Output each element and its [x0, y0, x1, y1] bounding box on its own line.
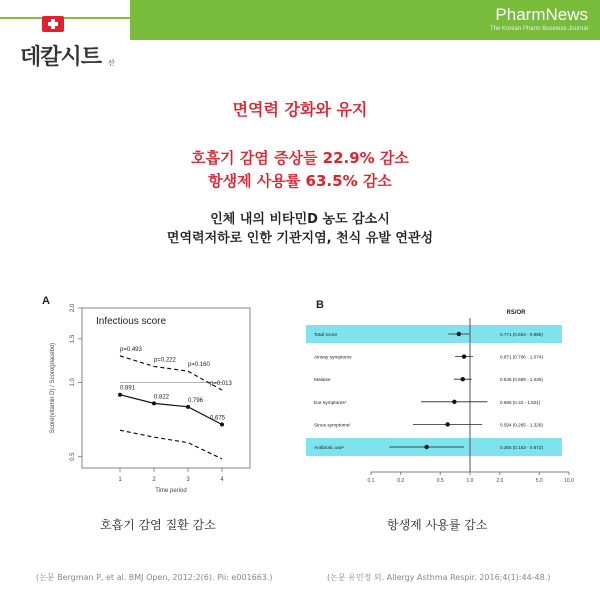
data-label-a: 0.822: [154, 394, 170, 401]
x-tick-label-a: 4: [220, 477, 224, 483]
infectious-score-chart: [38, 292, 258, 494]
row-value: 0.871 (0.706 - 1.074): [500, 354, 543, 360]
x-tick-label-b: 0.2: [397, 478, 405, 484]
x-tick-label-a: 1: [118, 477, 122, 483]
estimate-point: [461, 377, 465, 381]
brand-tagline: The Korean Pharm Business Journal: [489, 26, 588, 32]
row-label: Malaise: [314, 378, 331, 384]
chart-panel-b: [304, 292, 574, 488]
row-label: Total score: [314, 333, 338, 338]
citation-b: (논문 유민정 외. Allergy Asthma Respir. 2016;4(1):44-48.): [327, 573, 551, 582]
data-label-a: 0.891: [120, 385, 136, 392]
x-tick-label-b: 0.5: [436, 478, 444, 484]
chart-title-a: Infectious score: [96, 316, 167, 327]
panel-label-a: A: [42, 295, 50, 307]
data-label-a: 0.796: [188, 397, 204, 404]
row-value: 0.695 (0.32 - 1.501): [500, 399, 541, 405]
caption-a: 호흡기 감염 질환 감소: [100, 518, 216, 532]
logo-text: 데칼시트: [20, 45, 102, 70]
citation-a: (논문 Bergman P, et al. BMJ Open, 2012;2(6). Pii: e001663.): [36, 573, 273, 582]
y-tick-label-a: 1.5: [70, 334, 76, 344]
row-label: Sinus symptoms¹: [314, 423, 351, 429]
data-point-a: [220, 423, 224, 427]
data-point-a: [152, 401, 156, 405]
row-value: 0.365 (0.153 - 0.872): [500, 445, 543, 450]
row-label: Ear symptoms¹: [314, 400, 347, 406]
brand-name: PharmNews: [495, 5, 588, 24]
stat-antibiotic: 항생제 사용률 63.5% 감소: [208, 172, 392, 190]
series-line-a: [120, 430, 222, 459]
logo-sub: 산: [108, 59, 115, 67]
estimate-point: [424, 445, 428, 449]
row-value: 0.594 (0.265 - 1.328): [500, 422, 543, 428]
estimate-point: [462, 354, 466, 358]
x-tick-label-b: 10.0: [564, 478, 574, 484]
headline: 면역력 강화와 유지: [232, 100, 368, 119]
panel-label-b: B: [316, 299, 324, 311]
row-label: Antibiotic use¹: [314, 446, 345, 451]
data-point-a: [186, 405, 190, 409]
data-label-a: p=0.222: [154, 357, 176, 364]
swiss-flag-icon: [42, 16, 64, 32]
description-line-1: 인체 내의 비타민D 농도 감소시: [210, 212, 390, 227]
x-axis-label-a: Time period: [155, 488, 187, 494]
plot-frame-a: [82, 308, 250, 468]
brand-header[interactable]: [130, 0, 600, 40]
estimate-point: [445, 422, 449, 426]
estimate-point: [452, 400, 456, 404]
estimate-point: [457, 332, 461, 336]
series-line-a: [120, 395, 222, 425]
x-tick-label-b: 2.0: [496, 478, 504, 484]
data-label-a: p=0.013: [210, 381, 232, 388]
column-header-b: RS/OR: [506, 310, 526, 316]
y-tick-label-a: 2.0: [70, 303, 76, 313]
caption-b: 항생제 사용률 감소: [387, 518, 488, 532]
row-value: 0.771 (0.604 - 0.985): [500, 332, 543, 337]
stat-respiratory: 호흡기 감염 증상들 22.9% 감소: [191, 149, 409, 167]
row-value: 0.845 (0.689 - 1.036): [500, 377, 543, 383]
forest-plot-chart: [304, 292, 574, 488]
data-point-a: [118, 393, 122, 397]
description-line-2: 면역력저하로 인한 기관지염, 천식 유발 연관성: [166, 231, 434, 246]
row-label: Airway symptoms: [314, 355, 352, 361]
x-tick-label-b: 1.0: [466, 478, 474, 484]
chart-panel-a: [38, 292, 258, 494]
x-tick-label-b: 5.0: [535, 478, 543, 484]
x-tick-label-a: 3: [186, 477, 190, 483]
data-label-a: p=0.493: [120, 346, 142, 353]
x-tick-label-a: 2: [152, 477, 156, 483]
data-label-a: p=0.160: [188, 362, 210, 369]
data-label-a: 0.675: [210, 415, 226, 422]
y-tick-label-a: 0.5: [70, 452, 76, 461]
y-axis-label-a: Score(vitamin D) / Score(placebo): [50, 342, 56, 434]
product-logo: [12, 14, 122, 74]
y-tick-label-a: 1.0: [70, 378, 76, 387]
x-tick-label-b: 0.1: [367, 478, 375, 484]
